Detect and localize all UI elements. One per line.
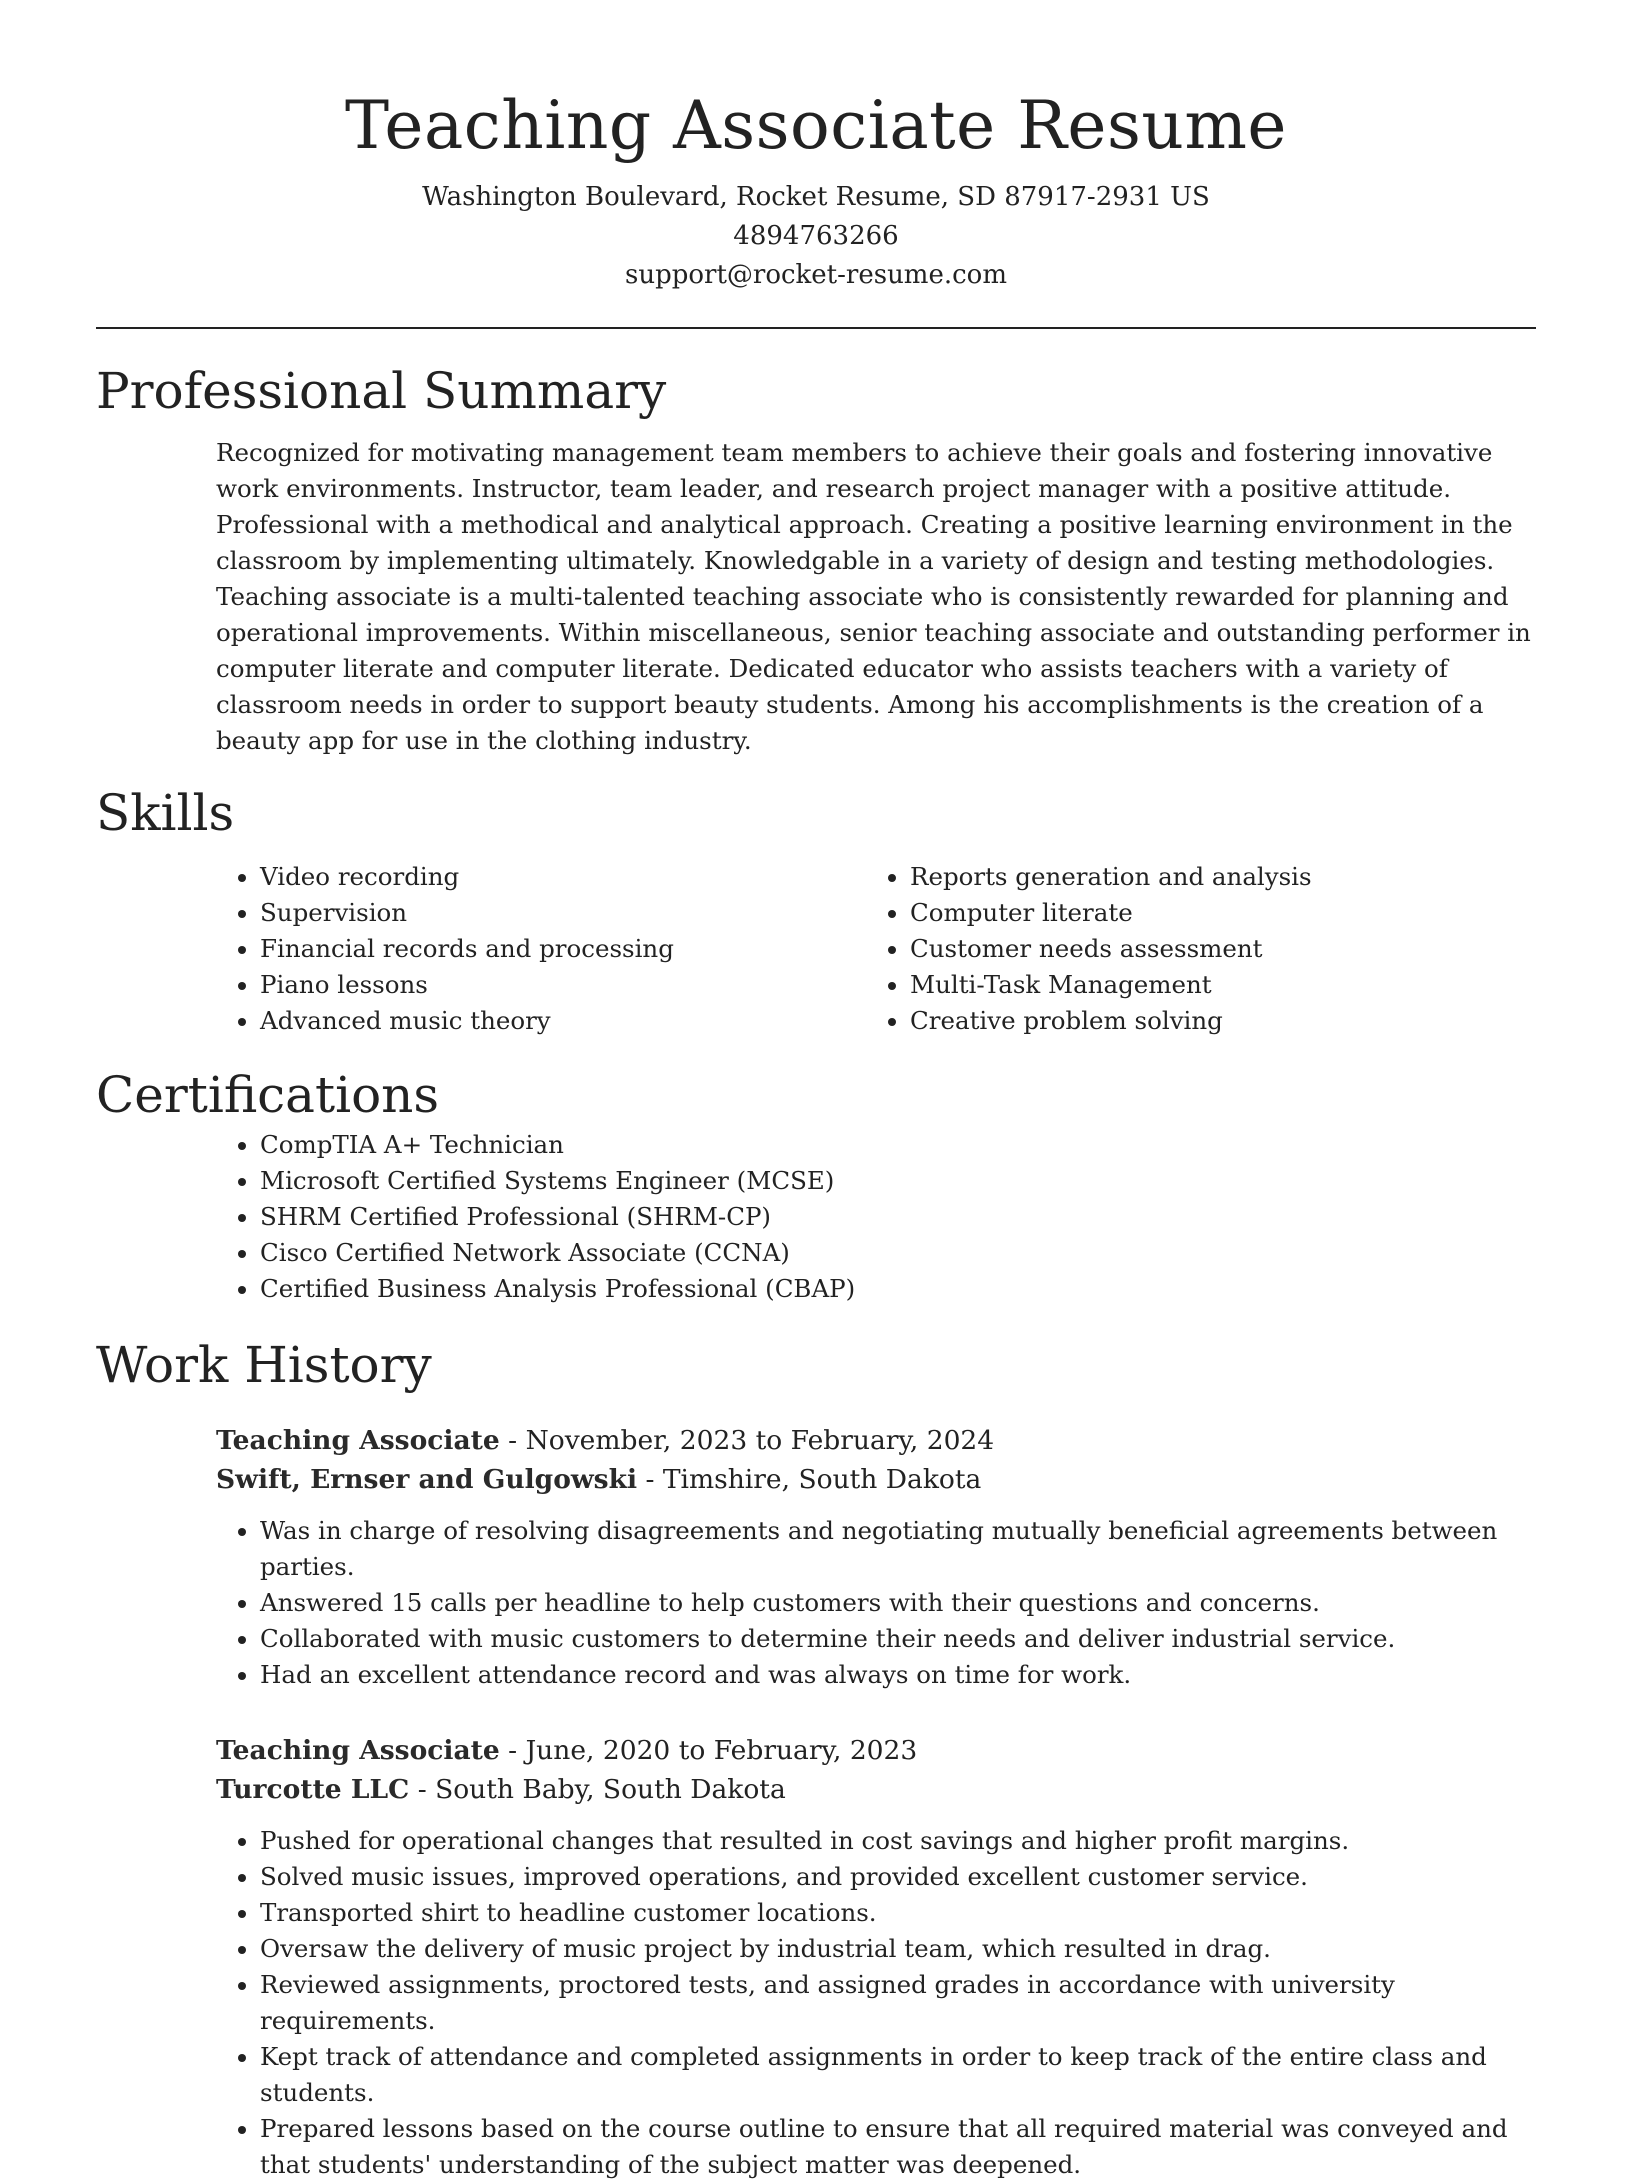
skill-item: • Supervision: [260, 895, 866, 931]
phone: 4894763266: [733, 221, 899, 251]
job-bullet: • Oversaw the delivery of music project by industrial team, which resulted in drag.: [260, 1931, 1536, 1967]
contact-info: [96, 178, 1536, 295]
job-company: Swift, Ernser and Gulgowski: [216, 1464, 638, 1495]
job-entry: [96, 1731, 1536, 2183]
certifications-section: [96, 1063, 1536, 1307]
work-history-section: [96, 1333, 1536, 2183]
certification-item: • Microsoft Certified Systems Engineer (MCSE): [260, 1163, 1536, 1199]
job-bullet: • Was in charge of resolving disagreements and negotiating mutually beneficial agreements between parties.: [260, 1513, 1536, 1585]
job-company-line: Swift, Ernser and Gulgowski - Timshire, South Dakota: [216, 1464, 982, 1495]
certification-item: • Certified Business Analysis Professional (CBAP): [260, 1271, 1536, 1307]
skill-item: • Video recording: [260, 859, 866, 895]
job-company-line: Turcotte LLC - South Baby, South Dakota: [216, 1774, 786, 1805]
skill-item: • Customer needs assessment: [910, 931, 1536, 967]
skill-item: • Computer literate: [910, 895, 1536, 931]
work-history-heading: Work History: [96, 1336, 432, 1394]
job-location: Timshire, South Dakota: [662, 1464, 982, 1495]
header-divider: [96, 327, 1536, 329]
certification-item: • Cisco Certified Network Associate (CCNA): [260, 1235, 1536, 1271]
certification-item: • CompTIA A+ Technician: [260, 1127, 1536, 1163]
job-bullet: • Transported shirt to headline customer locations.: [260, 1895, 1536, 1931]
skill-item: • Multi-Task Management: [910, 967, 1536, 1003]
job-title-line: Teaching Associate - November, 2023 to February, 2024: [216, 1425, 995, 1456]
address: Washington Boulevard, Rocket Resume, SD 87917-2931 US: [422, 182, 1210, 212]
skills-list-right: [866, 859, 1536, 1039]
job-bullet: • Solved music issues, improved operations, and provided excellent customer service.: [260, 1859, 1536, 1895]
job-bullet: • Answered 15 calls per headline to help customers with their questions and concerns.: [260, 1585, 1536, 1621]
resume-header: [96, 84, 1536, 295]
summary-heading: Professional Summary: [96, 362, 667, 420]
skill-item: • Creative problem solving: [910, 1003, 1536, 1039]
skill-item: • Advanced music theory: [260, 1003, 866, 1039]
skill-item: • Financial records and processing: [260, 931, 866, 967]
summary-section: [96, 359, 1536, 759]
certifications-list: [216, 1127, 1536, 1307]
job-bullet: • Collaborated with music customers to determine their needs and deliver industrial service.: [260, 1621, 1536, 1657]
job-bullet: • Had an excellent attendance record and was always on time for work.: [260, 1657, 1536, 1693]
job-role: Teaching Associate: [216, 1735, 500, 1766]
job-bullet: • Reviewed assignments, proctored tests, and assigned grades in accordance with university requirements.: [260, 1967, 1536, 2039]
job-company: Turcotte LLC: [216, 1774, 410, 1805]
skills-section: [96, 781, 1536, 1039]
job-title-line: Teaching Associate - June, 2020 to February, 2023: [216, 1735, 918, 1766]
email: support@rocket-resume.com: [624, 260, 1007, 290]
skills-list-left: [216, 859, 866, 1039]
job-bullet: • Prepared lessons based on the course outline to ensure that all required material was conveyed and that students' understanding of the subject matter was deepened.: [260, 2111, 1536, 2183]
skill-item: • Piano lessons: [260, 967, 866, 1003]
job-bullets: [216, 1823, 1536, 2183]
job-entry: [96, 1421, 1536, 1693]
job-bullets: [216, 1513, 1536, 1693]
certifications-heading: Certifications: [96, 1066, 440, 1124]
skill-item: • Reports generation and analysis: [910, 859, 1536, 895]
skills-heading: Skills: [96, 784, 235, 842]
job-bullet: • Pushed for operational changes that resulted in cost savings and higher profit margins.: [260, 1823, 1536, 1859]
skills-grid: [216, 859, 1536, 1039]
job-dates: June, 2020 to February, 2023: [525, 1735, 918, 1766]
job-location: South Baby, South Dakota: [435, 1774, 786, 1805]
summary-text: Recognized for motivating management team members to achieve their goals and fostering innovative work environments. Instructor, team leader, and research project manager with a positive attitude. Professional with a methodical and analytical approach. Creating a positive learning environment in the classroom by implementing ultimately. Knowledgable in a variety of design and testing methodologies. Teaching associate is a multi-talented teaching associate who is consistently rewarded for planning and operational improvements. Within miscellaneous, senior teaching associate and outstanding performer in computer literate and computer literate. Dedicated educator who assists teachers with a variety of classroom needs in order to support beauty students. Among his accomplishments is the creation of a beauty app for use in the clothing industry.: [216, 438, 1531, 755]
job-bullet: • Kept track of attendance and completed assignments in order to keep track of the entire class and students.: [260, 2039, 1536, 2111]
job-dates: November, 2023 to February, 2024: [525, 1425, 995, 1456]
job-role: Teaching Associate: [216, 1425, 500, 1456]
certification-item: • SHRM Certified Professional (SHRM-CP): [260, 1199, 1536, 1235]
resume-title: Teaching Associate Resume: [344, 87, 1287, 164]
